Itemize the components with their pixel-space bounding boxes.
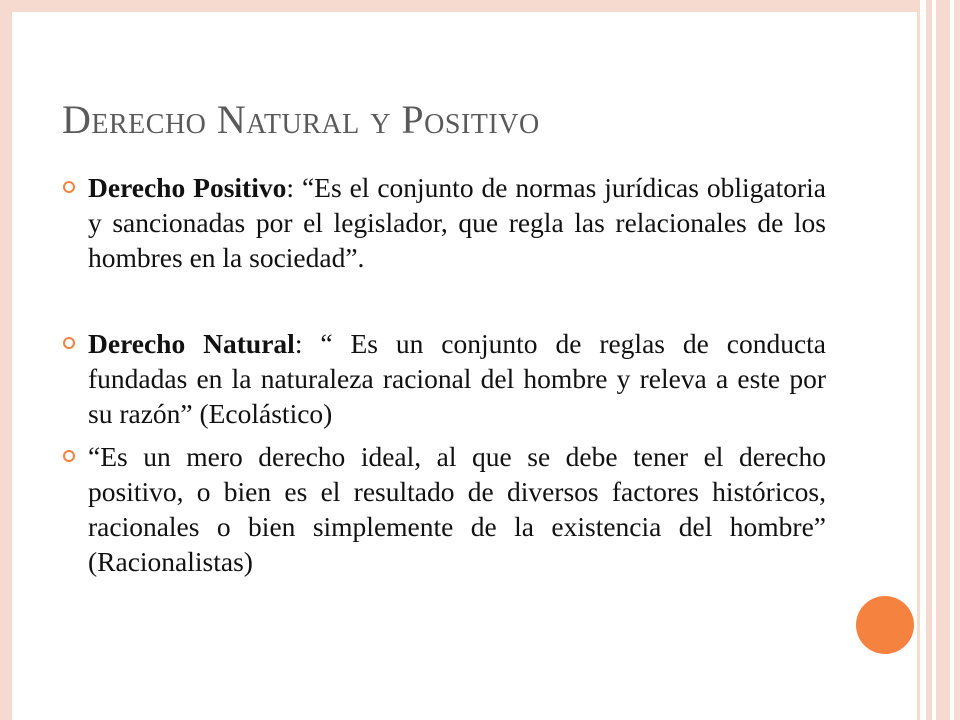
border-stripe [926,0,932,720]
bullet-circle-icon [62,326,76,361]
bullet-item [88,439,826,579]
orange-circle-icon [856,596,914,654]
border-stripe [936,0,950,720]
slide-title: Derecho Natural y Positivo [62,97,540,142]
bullet-term: Derecho Natural [88,328,295,359]
border-stripe [954,0,960,720]
bullet-circle-icon [62,439,76,474]
bullet-item [88,170,826,275]
bullet-text: “ Es un conjunto de reglas de conducta fundadas en la naturaleza racional del hombre y releva a este por su razón” (Ecolástico) [88,328,827,429]
bullet-text: “Es el conjunto de normas jurídicas obligatoria y sancionadas por el legislador, que regla las relacionales de los hombres en la sociedad”. [88,172,827,273]
bullet-item [88,326,826,431]
bullet-text: “Es un mero derecho ideal, al que se debe tener el derecho positivo, o bien es el resultado de diversos factores históricos, racionales o bien simplemente de la existencia del hombre” (Racionalistas) [88,441,826,577]
bullet-list [88,170,826,579]
bullet-separator: : [286,172,302,203]
bullet-circle-icon [62,170,76,205]
bullet-separator: : [294,328,321,359]
bullet-term: Derecho Positivo [88,172,287,203]
